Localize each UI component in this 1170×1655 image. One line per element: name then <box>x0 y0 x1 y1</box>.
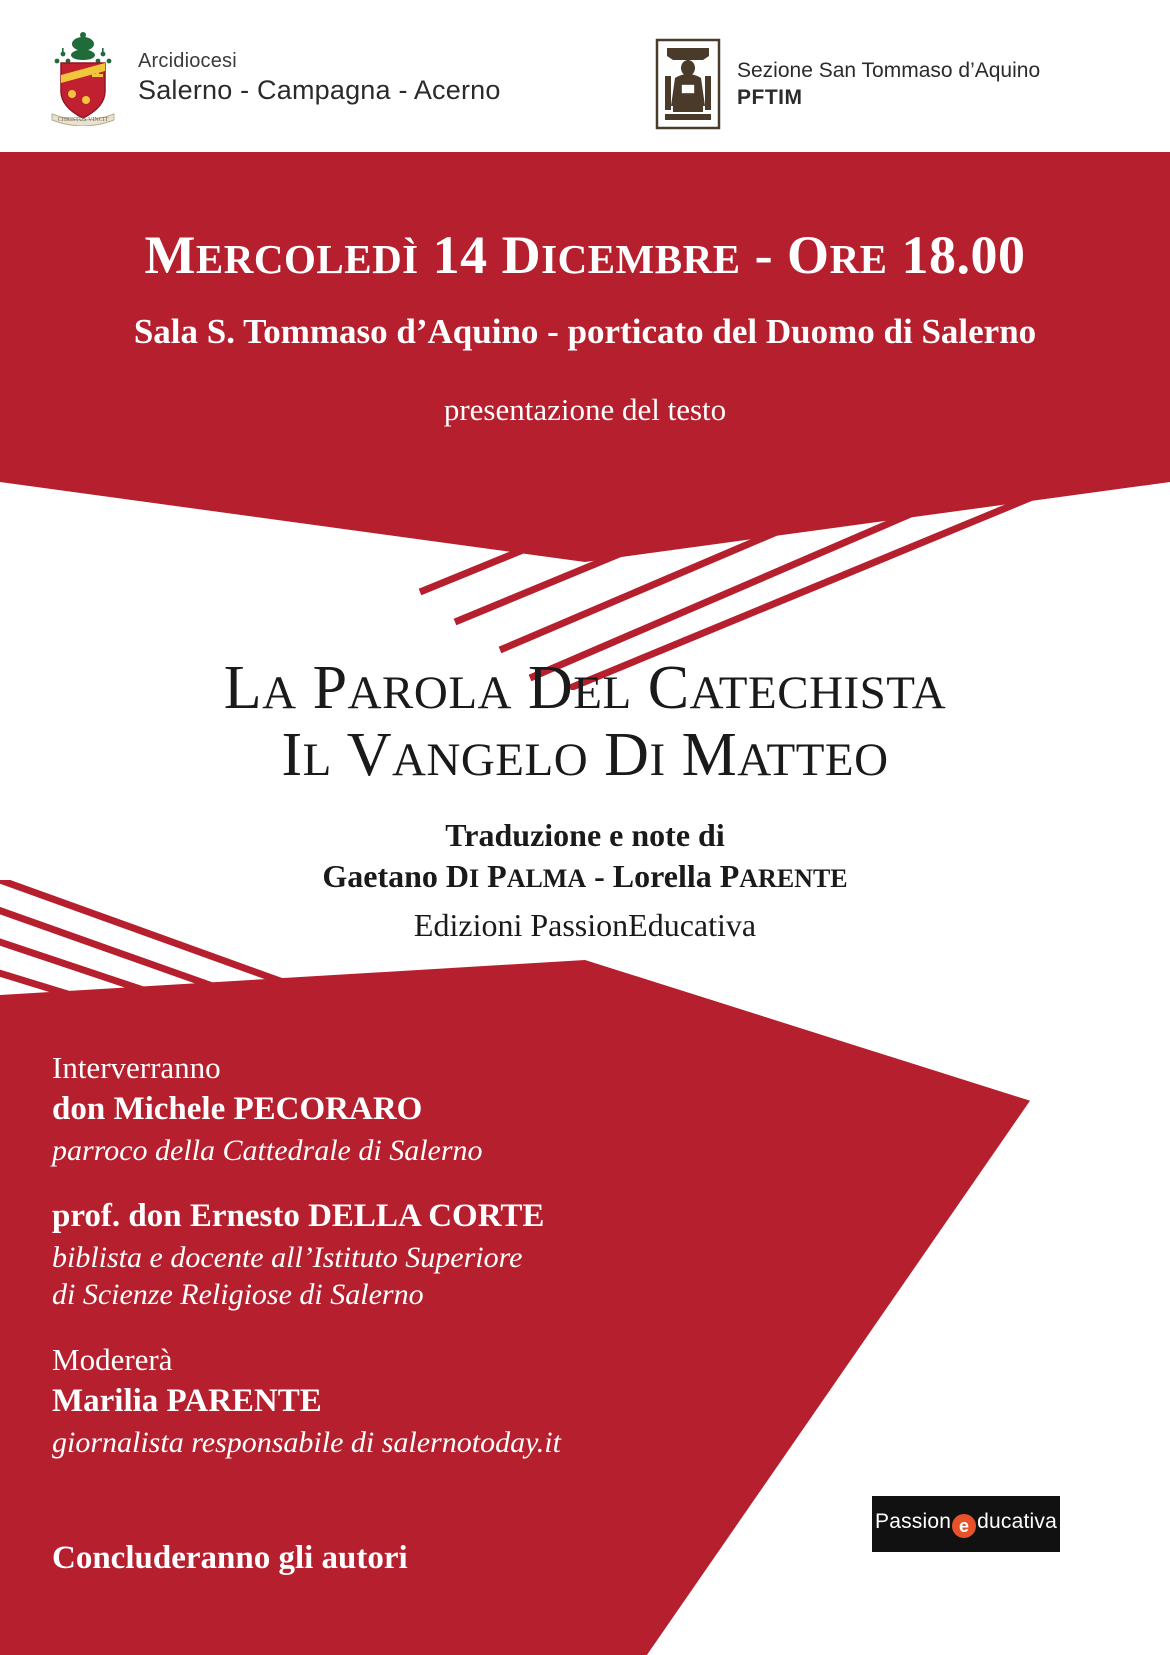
publisher-logo-part1: Passion <box>875 1510 952 1533</box>
speaker-2-name: prof. don Ernesto DELLA CORTE <box>52 1198 545 1235</box>
moderator-role: giornalista responsabile di salernotoday.it <box>52 1425 561 1459</box>
book-credits-line1: Traduzione e note di <box>445 816 725 853</box>
moderator-label: Modererà <box>52 1341 173 1377</box>
book-credits <box>0 815 1170 897</box>
speaker-2-role-line2: di Scienze Religiose di Salerno <box>52 1278 424 1312</box>
publisher-logo-circle-e: e <box>952 1514 976 1538</box>
speaker-1-role: parroco della Cattedrale di Salerno <box>52 1133 483 1167</box>
publisher-logo <box>872 1496 1060 1552</box>
speaker-1-name: don Michele PECORARO <box>52 1091 423 1128</box>
bishop-coat-of-arms-icon <box>42 30 124 126</box>
archdiocese-text <box>138 49 501 108</box>
book-title-block <box>0 655 1170 944</box>
speakers-intro-label: Interverranno <box>52 1050 221 1085</box>
moderator-group <box>52 1340 692 1461</box>
speaker-2-group <box>52 1195 692 1314</box>
moderator-name: Marilia PARENTE <box>52 1383 322 1420</box>
pftim-line2: PFTIM <box>737 86 803 109</box>
closing-note: Concluderanno gli autori <box>52 1540 408 1576</box>
event-venue-line: Sala S. Tommaso d’Aquino - porticato del Duomo di Salerno <box>133 312 1037 351</box>
book-credits-line2: Gaetano DI PALMA - Lorella PARENTE <box>322 857 848 894</box>
event-date-line <box>0 224 1170 286</box>
event-presentation-line: presentazione del testo <box>443 392 727 427</box>
speaker-2-role-line1: biblista e docente all’Istituto Superiore <box>52 1240 523 1274</box>
publisher-logo-part2: ducativa <box>977 1510 1057 1533</box>
pftim-line1: Sezione San Tommaso d’Aquino <box>737 58 1041 82</box>
top-red-panel <box>0 152 1170 562</box>
archdiocese-logo-block <box>42 30 501 126</box>
svg-text:CHRISTUS VINCIT: CHRISTUS VINCIT <box>57 117 109 123</box>
archdiocese-line2: Salerno - Campagna - Acerno <box>138 74 501 105</box>
event-date-text: MERCOLEDÌ 14 DICEMBRE - ORE 18.00 <box>144 225 1026 285</box>
pftim-seated-figure-icon <box>655 38 721 130</box>
pftim-text <box>737 57 1040 112</box>
publisher-logo-text <box>875 1510 1057 1538</box>
speakers-block <box>52 1048 692 1485</box>
archdiocese-line1: Arcidiocesi <box>138 49 237 72</box>
book-title-line1: LA PAROLA DEL CATECHISTA <box>223 654 947 722</box>
header-bar <box>0 0 1170 152</box>
pftim-logo-block <box>655 38 1040 130</box>
speakers-intro-group <box>52 1048 692 1169</box>
book-title-line2: IL VANGELO DI MATTEO <box>281 720 889 789</box>
book-publisher: Edizioni PassionEducativa <box>413 906 757 943</box>
